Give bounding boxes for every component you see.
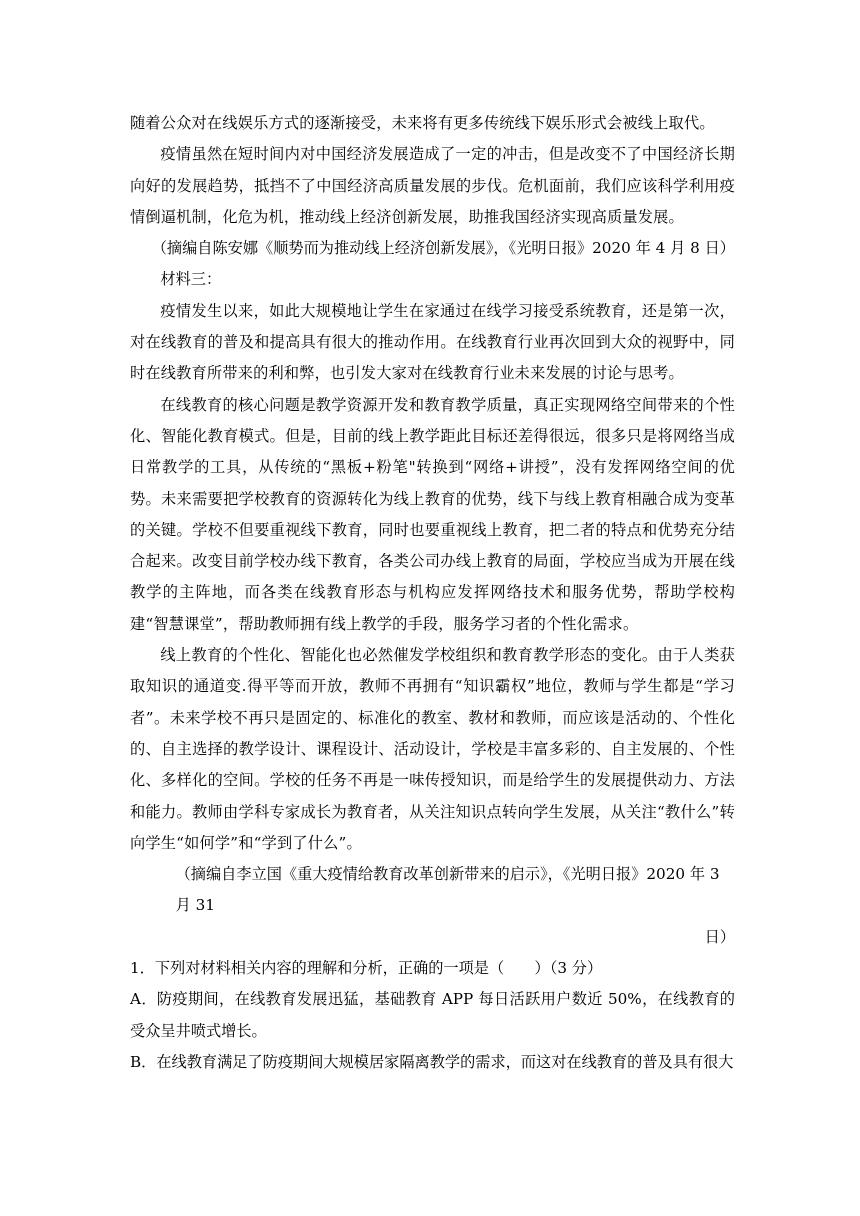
paragraph-online-entertainment: 随着公众对在线娱乐方式的逐渐接受，未来将有更多传统线下娱乐形式会被线上取代。 bbox=[130, 114, 715, 132]
source-citation-material-3-tail: 日） bbox=[704, 927, 735, 946]
question-1-option-b: B．在线教育满足了防疫期间大规模居家隔离教学的需求，而这对在线教育的普及具有很大 bbox=[130, 1052, 734, 1071]
paragraph-online-education-change: 线上教育的个性化、智能化也必然催发学校组织和教育教学形态的变化。由于人类获取知识的通道变.得平等而开放，教师不再拥有“知识霸权”地位，教师与学生都是“学习者”。未来学校不再只是固定的、标准化的教室、教材和教师，而应该是活动的、个性化的、自主选择的教学设计、课程设计、活动设计，学校是丰富多彩的、自主发展的、个性化、多样化的空间。学校的任务不再是一味传授知识，而是给学生的发展提供动力、方法和能力。教师由学科专家成长为教育者，从关注知识点转向学生发展，从关注“教什么”转向学生“如何学”和“学到了什么”。 bbox=[130, 646, 735, 852]
paragraph-online-education-intro: 疫情发生以来，如此大规模地让学生在家通过在线学习接受系统教育，还是第一次，对在线教育的普及和提高具有很大的推动作用。在线教育行业再次回到大众的视野中，同时在线教育所带来的利和弊，也引发大家对在线教育行业未来发展的讨论与思考。 bbox=[130, 301, 735, 383]
document-body bbox=[130, 108, 735, 1078]
paragraph-online-education-core: 在线教育的核心问题是教学资源开发和教育教学质量，真正实现网络空间带来的个性化、智能化教育模式。但是，目前的线上教学距此目标还差得很远，很多只是将网络当成日常教学的工具，从传统的“黑板+粉笔"转换到“网络+讲授”，没有发挥网络空间的优势。未来需要把学校教育的资源转化为线上教育的优势，线下与线上教育相融合成为变革的关键。学校不但要重视线下教育，同时也要重视线上教育，把二者的特点和优势充分结合起来。改变目前学校办线下教育，各类公司办线上教育的局面，学校应当成为开展在线教学的主阵地，而各类在线教育形态与机构应发挥网络技术和服务优势，帮助学校构建“智慧课堂”，帮助教师拥有线上教学的手段，服务学习者的个性化需求。 bbox=[130, 395, 735, 633]
material-3-heading: 材料三： bbox=[160, 270, 222, 289]
paragraph-economy-trend: 疫情虽然在短时间内对中国经济发展造成了一定的冲击，但是改变不了中国经济长期向好的发展趋势，抵挡不了中国经济高质量发展的步伐。危机面前，我们应该科学利用疫情倒逼机制，化危为机，推动线上经济创新发展，助推我国经济实现高质量发展。 bbox=[130, 145, 735, 226]
question-1-stem: 1．下列对材料相关内容的理解和分析，正确的一项是（ ）（3 分） bbox=[130, 959, 603, 978]
source-citation-material-2: （摘编自陈安娜《顺势而为推动线上经济创新发展》，《光明日报》2020 年 4 月 8 日） bbox=[151, 239, 735, 258]
source-citation-material-3: （摘编自李立国《重大疫情给教育改革创新带来的启示》，《光明日报》2020 年 3 月 31 bbox=[175, 865, 720, 915]
question-1-option-a: A．防疫期间，在线教育发展迅猛，基础教育 APP 每日活跃用户数近 50%，在线教育的受众呈井喷式增长。 bbox=[130, 990, 735, 1040]
